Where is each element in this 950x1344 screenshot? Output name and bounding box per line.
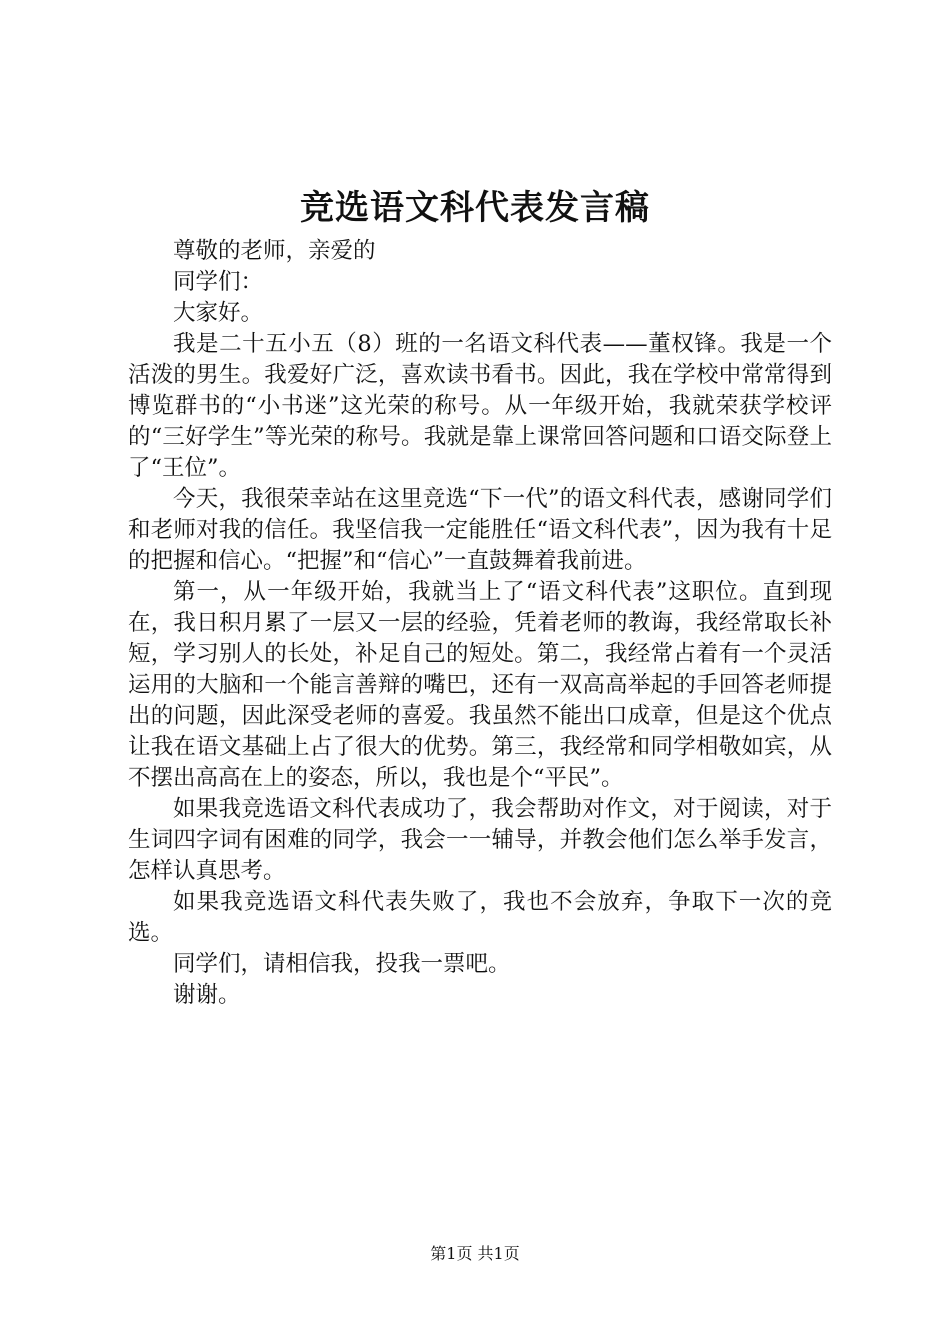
- paragraph-appeal: 同学们，请相信我，投我一票吧。: [173, 951, 511, 977]
- paragraph-thanks: 谢谢。: [173, 982, 241, 1008]
- paragraph-if-fail: 如果我竞选语文科代表失败了，我也不会放弃，争取下一次的竞选。: [128, 889, 832, 946]
- page-footer: 第1页 共1页: [430, 1244, 520, 1263]
- paragraph-today: 今天，我很荣幸站在这里竞选“下一代”的语文科代表，感谢同学们和老师对我的信任。我坚信我一定能胜任“语文科代表”，因为我有十足的把握和信心。“把握”和“信心”一直鼓舞着我前进。: [128, 486, 832, 574]
- paragraph-salutation: 尊敬的老师，亲爱的: [173, 238, 376, 264]
- paragraph-if-success: 如果我竞选语文科代表成功了，我会帮助对作文，对于阅读，对于生词四字词有困难的同学，我会一一辅导，并教会他们怎么举手发言，怎样认真思考。: [128, 796, 832, 884]
- document-title: 竞选语文科代表发言稿: [300, 188, 650, 228]
- paragraph-reasons: 第一，从一年级开始，我就当上了“语文科代表”这职位。直到现在，我日积月累了一层又一层的经验，凭着老师的教诲，我经常取长补短，学习别人的长处，补足自己的短处。第二，我经常占着有一个灵活运用的大脑和一个能言善辩的嘴巴，还有一双高高举起的手回答老师提出的问题，因此深受老师的喜爱。我虽然不能出口成章，但是这个优点让我在语文基础上占了很大的优势。第三，我经常和同学相敬如宾，从不摆出高高在上的姿态，所以，我也是个“平民”。: [128, 579, 832, 791]
- paragraph-introduction: 我是二十五小五（8）班的一名语文科代表——董权锋。我是一个活泼的男生。我爱好广泛，喜欢读书看书。因此，我在学校中常常得到博览群书的“小书迷”这光荣的称号。从一年级开始，我就荣获学校评的“三好学生”等光荣的称号。我就是靠上课常回答问题和口语交际登上了“王位”。: [128, 331, 832, 481]
- paragraph-salutation-classmates: 同学们：: [173, 269, 264, 295]
- document-body: [128, 236, 832, 1011]
- paragraph-greeting: 大家好。: [173, 300, 264, 326]
